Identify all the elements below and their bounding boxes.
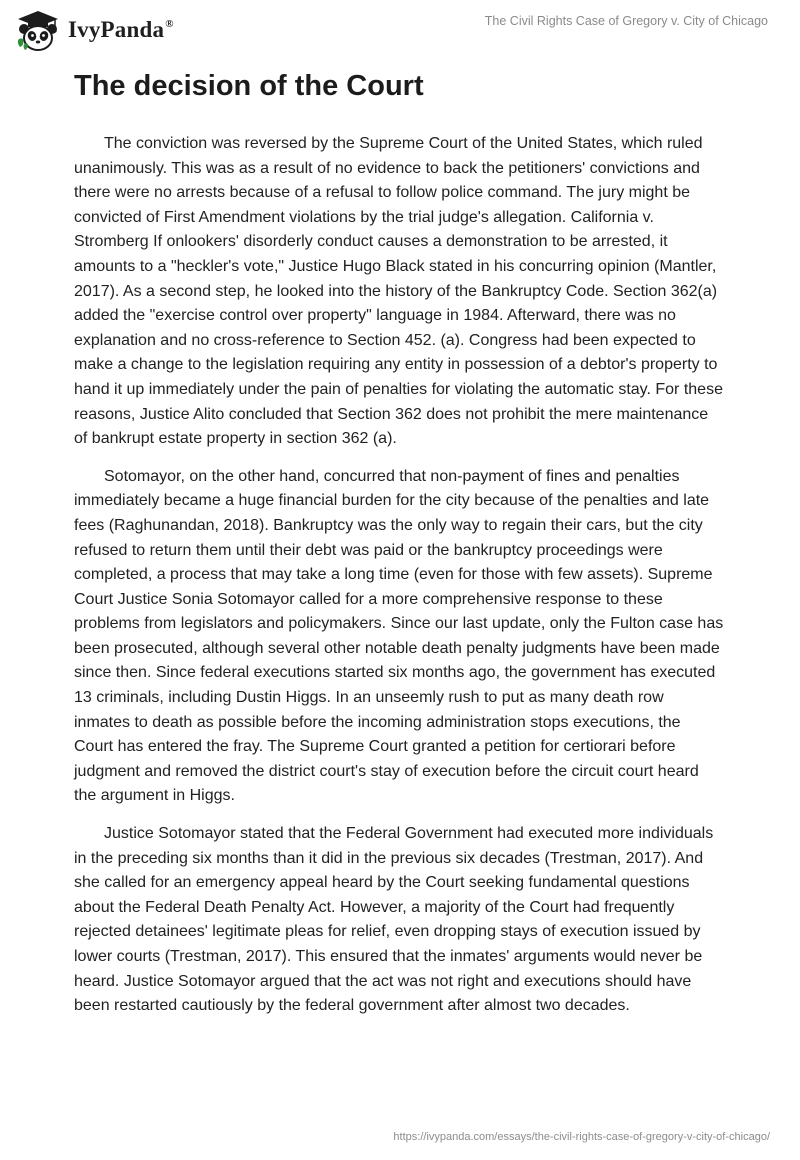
paragraph-3: Justice Sotomayor stated that the Federal Government had executed more individuals in the preceding six months than it did in the previous six decades (Trestman, 2017). And she called for an emergency appeal heard by the Court seeking fundamental questions about the Federal Death Penalty Act. However, a majority of the Court had frequently rejected detainees' legitimate pleas for relief, even dropping stays of execution issued by lower courts (Trestman, 2017). This ensured that the inmates' arguments would never be heard. Justice Sotomayor argued that the act was not right and executions should have been restarted cautiously by the federal government after almost two decades. bbox=[74, 825, 714, 1015]
ivypanda-logo[interactable] bbox=[14, 9, 174, 53]
panda-graduation-cap-icon bbox=[14, 9, 62, 53]
brand-name: IvyPanda® bbox=[68, 17, 174, 42]
paragraph-2: Sotomayor, on the other hand, concurred that non-payment of fines and penalties immediately became a huge financial burden for the city because of the penalties and late fees (Raghunandan, 2018). Bankruptcy was the only way to regain their cars, but the city refused to return them until their debt was paid or the bankruptcy proceedings were completed, a process that may take a long time (even for those with few assets). Supreme Court Justice Sonia Sotomayor called for a more comprehensive response to these problems from legislators and policymakers. Since our last update, only the Fulton case has been prosecuted, although several other notable death penalty judgments have been made since then. Since federal executions started six months ago, the government has executed 13 criminals, including Dustin Higgs. In an unseemly rush to put as many death row inmates to death as possible before the incoming administration stops executions, the Court has entered the fray. The Supreme Court granted a petition for certiorari before judgment and removed the district court's stay of execution before the circuit court heard the argument in Higgs. bbox=[74, 467, 724, 805]
document-title: The Civil Rights Case of Gregory v. City of Chicago bbox=[484, 14, 768, 28]
article-body bbox=[74, 132, 724, 1032]
section-heading: The decision of the Court bbox=[74, 70, 424, 102]
registered-mark: ® bbox=[165, 18, 174, 30]
paragraph-1: The conviction was reversed by the Supreme Court of the United States, which ruled unanimously. This was as a result of no evidence to back the petitioners' convictions and there were no arrests because of a refusal to follow police command. The jury might be convicted of First Amendment violations by the trial judge's allegation. California v. Stromberg If onlookers' disorderly conduct causes a demonstration to be arrested, it amounts to a "heckler's vote," Justice Hugo Black stated in his concurring opinion (Mantler, 2017). As a second step, he looked into the history of the Bankruptcy Code. Section 362(a) added the "exercise control over property" language in 1984. Afterward, there was no explanation and no cross-reference to Section 452. (a). Congress had been expected to make a change to the legislation requiring any entity in possession of a debtor's property to hand it up immediately under the pain of penalties for violating the automatic stay. For these reasons, Justice Alito concluded that Section 362 does not prohibit the mere maintenance of bankrupt estate property in section 362 (a). bbox=[74, 135, 723, 448]
page-header bbox=[0, 0, 800, 60]
source-url[interactable]: https://ivypanda.com/essays/the-civil-rights-case-of-gregory-v-city-of-chicago/ bbox=[393, 1131, 770, 1143]
